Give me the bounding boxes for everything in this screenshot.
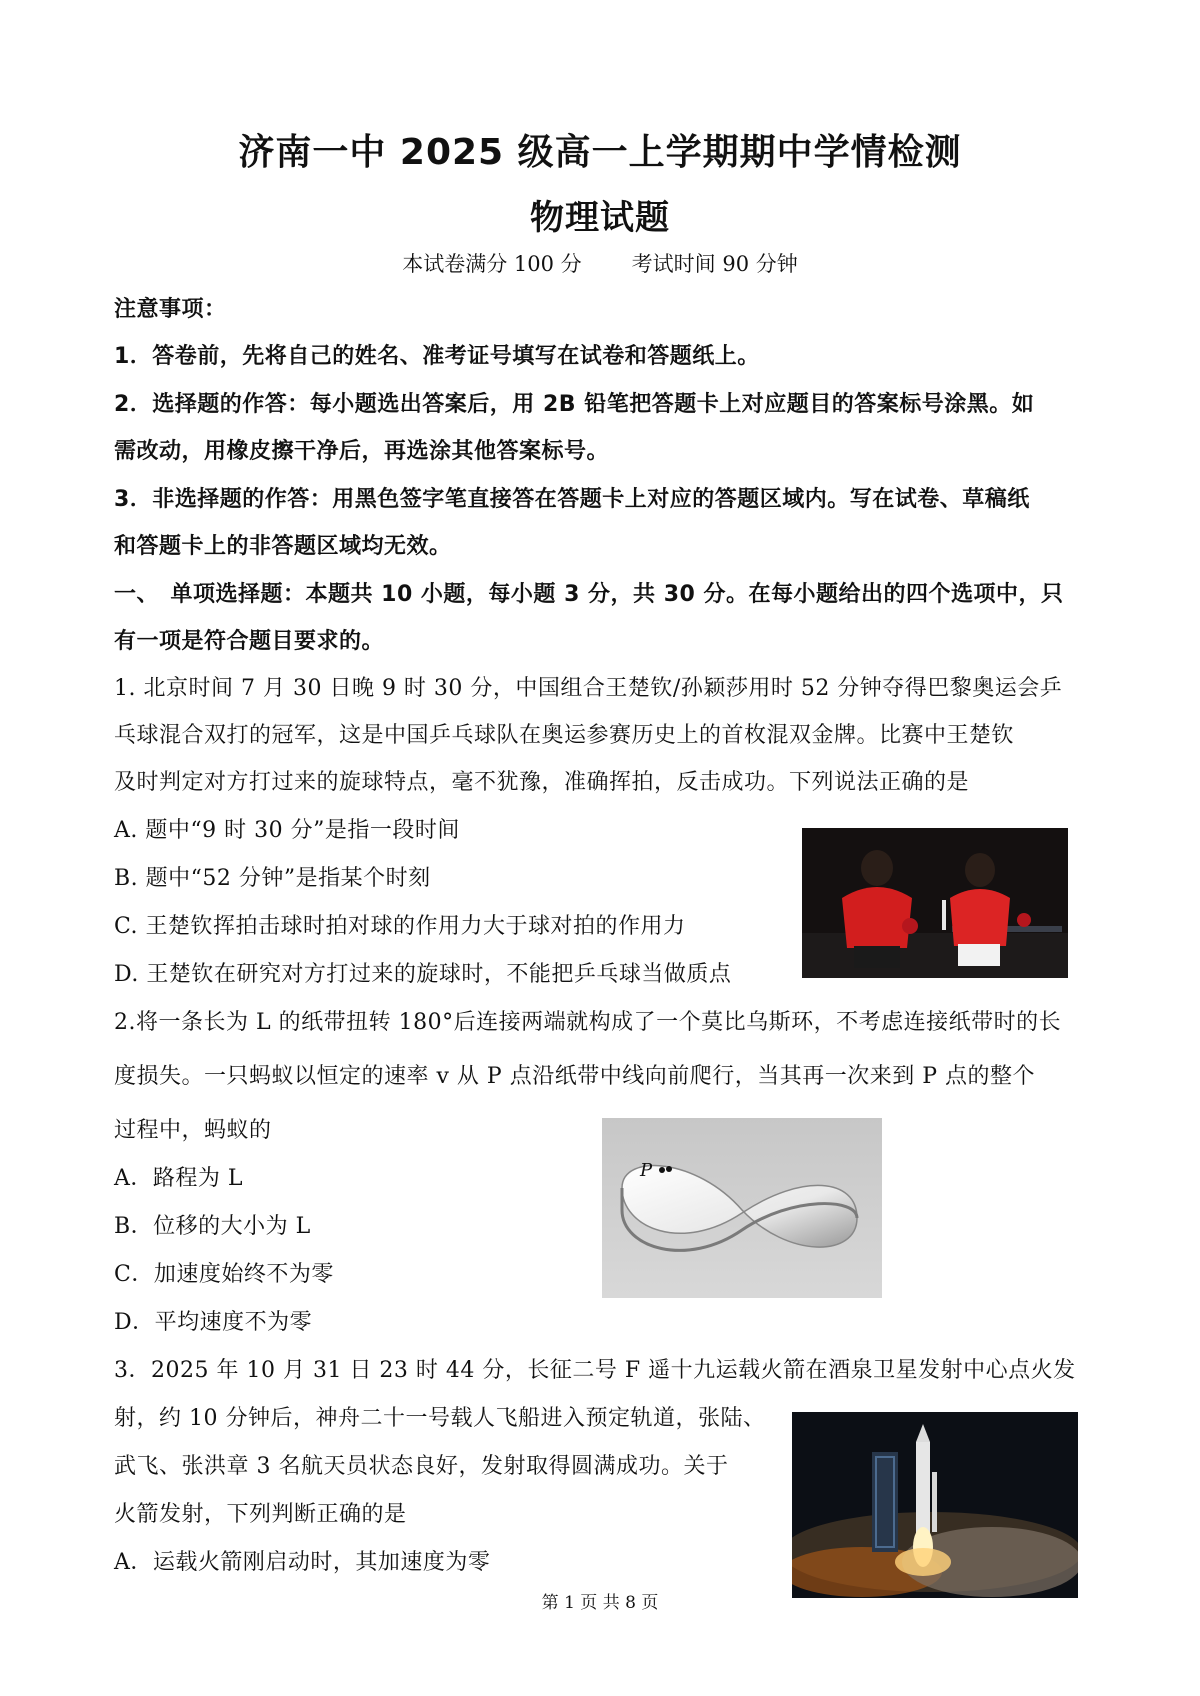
section-heading: 一、 单项选择题：本题共 10 小题，每小题 3 分，共 30 分。在每小题给出的四个选项中，只: [114, 582, 1064, 607]
mobius-strip-figure: [602, 1118, 882, 1298]
question-1-stem: 乓球混合双打的冠军，这是中国乒乓球队在奥运参赛历史上的首枚混双金牌。比赛中王楚钦: [114, 723, 1015, 748]
section-heading: 有一项是符合题目要求的。: [114, 629, 385, 654]
notice-heading: 注意事项：: [114, 297, 227, 322]
notice-line: 需改动，用橡皮擦干净后，再选涂其他答案标号。: [114, 439, 610, 464]
page-number: 第 1 页 共 8 页: [541, 1593, 659, 1613]
question-1-stem: 及时判定对方打过来的旋球特点，毫不犹豫，准确挥拍，反击成功。下列说法正确的是: [114, 770, 970, 795]
question-2-option-b: B．位移的大小为 L: [114, 1214, 311, 1239]
table-tennis-photo: [802, 828, 1068, 978]
question-3-stem: 射，约 10 分钟后，神舟二十一号载人飞船进入预定轨道，张陆、: [114, 1406, 766, 1431]
question-2-option-c: C．加速度始终不为零: [114, 1262, 334, 1287]
exam-subject: 物理试题: [530, 198, 670, 238]
point-p-label: P: [640, 1160, 653, 1181]
question-1-option-c: C. 王楚钦挥拍击球时拍对球的作用力大于球对拍的作用力: [114, 914, 686, 939]
table-tennis-illustration: [802, 828, 1068, 978]
notice-line: 2．选择题的作答：每小题选出答案后，用 2B 铅笔把答题卡上对应题目的答案标号涂黑。如: [114, 392, 1035, 417]
exam-meta: [0, 248, 1200, 278]
question-3-stem: 武飞、张洪章 3 名航天员状态良好，发射取得圆满成功。关于: [114, 1454, 729, 1479]
rocket-launch-photo: [792, 1412, 1078, 1598]
notice-line: 1．答卷前，先将自己的姓名、准考证号填写在试卷和答题纸上。: [114, 344, 760, 369]
question-1-option-b: B. 题中“52 分钟”是指某个时刻: [114, 866, 431, 891]
question-2-option-d: D．平均速度不为零: [114, 1310, 313, 1335]
question-3-option-a: A．运载火箭刚启动时，其加速度为零: [114, 1550, 491, 1575]
question-2-stem: 2.将一条长为 L 的纸带扭转 180°后连接两端就构成了一个莫比乌斯环，不考虑连接纸带时的长: [114, 1010, 1062, 1035]
notice-line: 和答题卡上的非答题区域均无效。: [114, 534, 452, 559]
question-3-stem: 火箭发射，下列判断正确的是: [114, 1502, 407, 1527]
rocket-launch-illustration: [792, 1412, 1078, 1598]
exam-title: 济南一中 2025 级高一上学期期中学情检测: [238, 132, 962, 173]
question-1-stem: 1. 北京时间 7 月 30 日晚 9 时 30 分，中国组合王楚钦/孙颖莎用时 52 分钟夺得巴黎奥运会乒: [114, 676, 1063, 701]
mobius-strip-illustration: [602, 1118, 882, 1298]
exam-time: 考试时间 90 分钟: [631, 252, 798, 276]
question-2-option-a: A．路程为 L: [114, 1166, 243, 1191]
question-1-option-d: D. 王楚钦在研究对方打过来的旋球时，不能把乒乓球当做质点: [114, 962, 732, 987]
question-3-stem: 3．2025 年 10 月 31 日 23 时 44 分，长征二号 F 遥十九运载火箭在酒泉卫星发射中心点火发: [114, 1358, 1076, 1383]
notice-line: 3．非选择题的作答：用黑色签字笔直接答在答题卡上对应的答题区域内。写在试卷、草稿纸: [114, 487, 1030, 512]
question-2-stem: 过程中，蚂蚁的: [114, 1118, 272, 1143]
question-2-stem: 度损失。一只蚂蚁以恒定的速率 v 从 P 点沿纸带中线向前爬行，当其再一次来到 P 点的整个: [114, 1064, 1035, 1089]
full-score: 本试卷满分 100 分: [402, 252, 582, 276]
question-1-option-a: A. 题中“9 时 30 分”是指一段时间: [114, 818, 460, 843]
